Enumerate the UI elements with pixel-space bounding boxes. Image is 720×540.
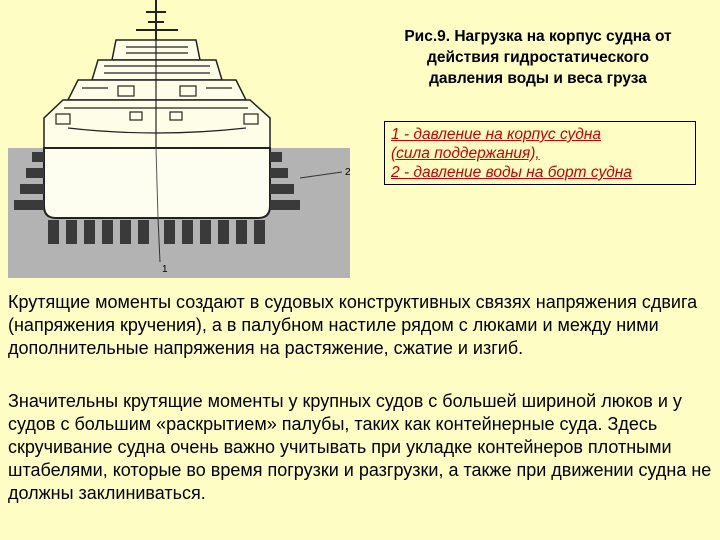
ship-mast [136,0,178,40]
legend-box [384,121,696,185]
caption-line-1: Рис.9. Нагрузка на корпус судна от [404,28,672,45]
body-paragraph-1: Крутящие моменты создают в судовых конструктивных связях напряжения сдвига (напряжения кручения), а в палубном настиле рядом с люками и между ними дополнительные напряжения на растяжение, сжатие и изгиб. [8,292,698,358]
legend-item-2: 2 - давление воды на борт судна [391,164,632,181]
caption-line-2: действия гидростатического [427,49,649,66]
ship-pressure-illustration [8,0,350,278]
ship-superstructure [44,40,270,148]
legend-item-1-line-1: 1 - давление на корпус судна [391,126,601,143]
body-paragraph-2: Значительны крутящие моменты у крупных судов с большей шириной люков и у судов с большим «раскрытием» палубы, таких как контейнерные суда. Здесь скручивание судна очень важно учитывать при укладке контейнеров плотными штабелями, которые во время погрузки и разгрузки, а также при движении судна не должны заклиниваться. [8,391,712,503]
caption-line-3: давления воды и веса груза [429,70,647,87]
figure-caption [370,26,706,89]
label-1: 1 [162,264,168,275]
label-2: 2 [345,167,351,178]
legend-item-1-line-2: (сила поддержания), [391,145,540,162]
